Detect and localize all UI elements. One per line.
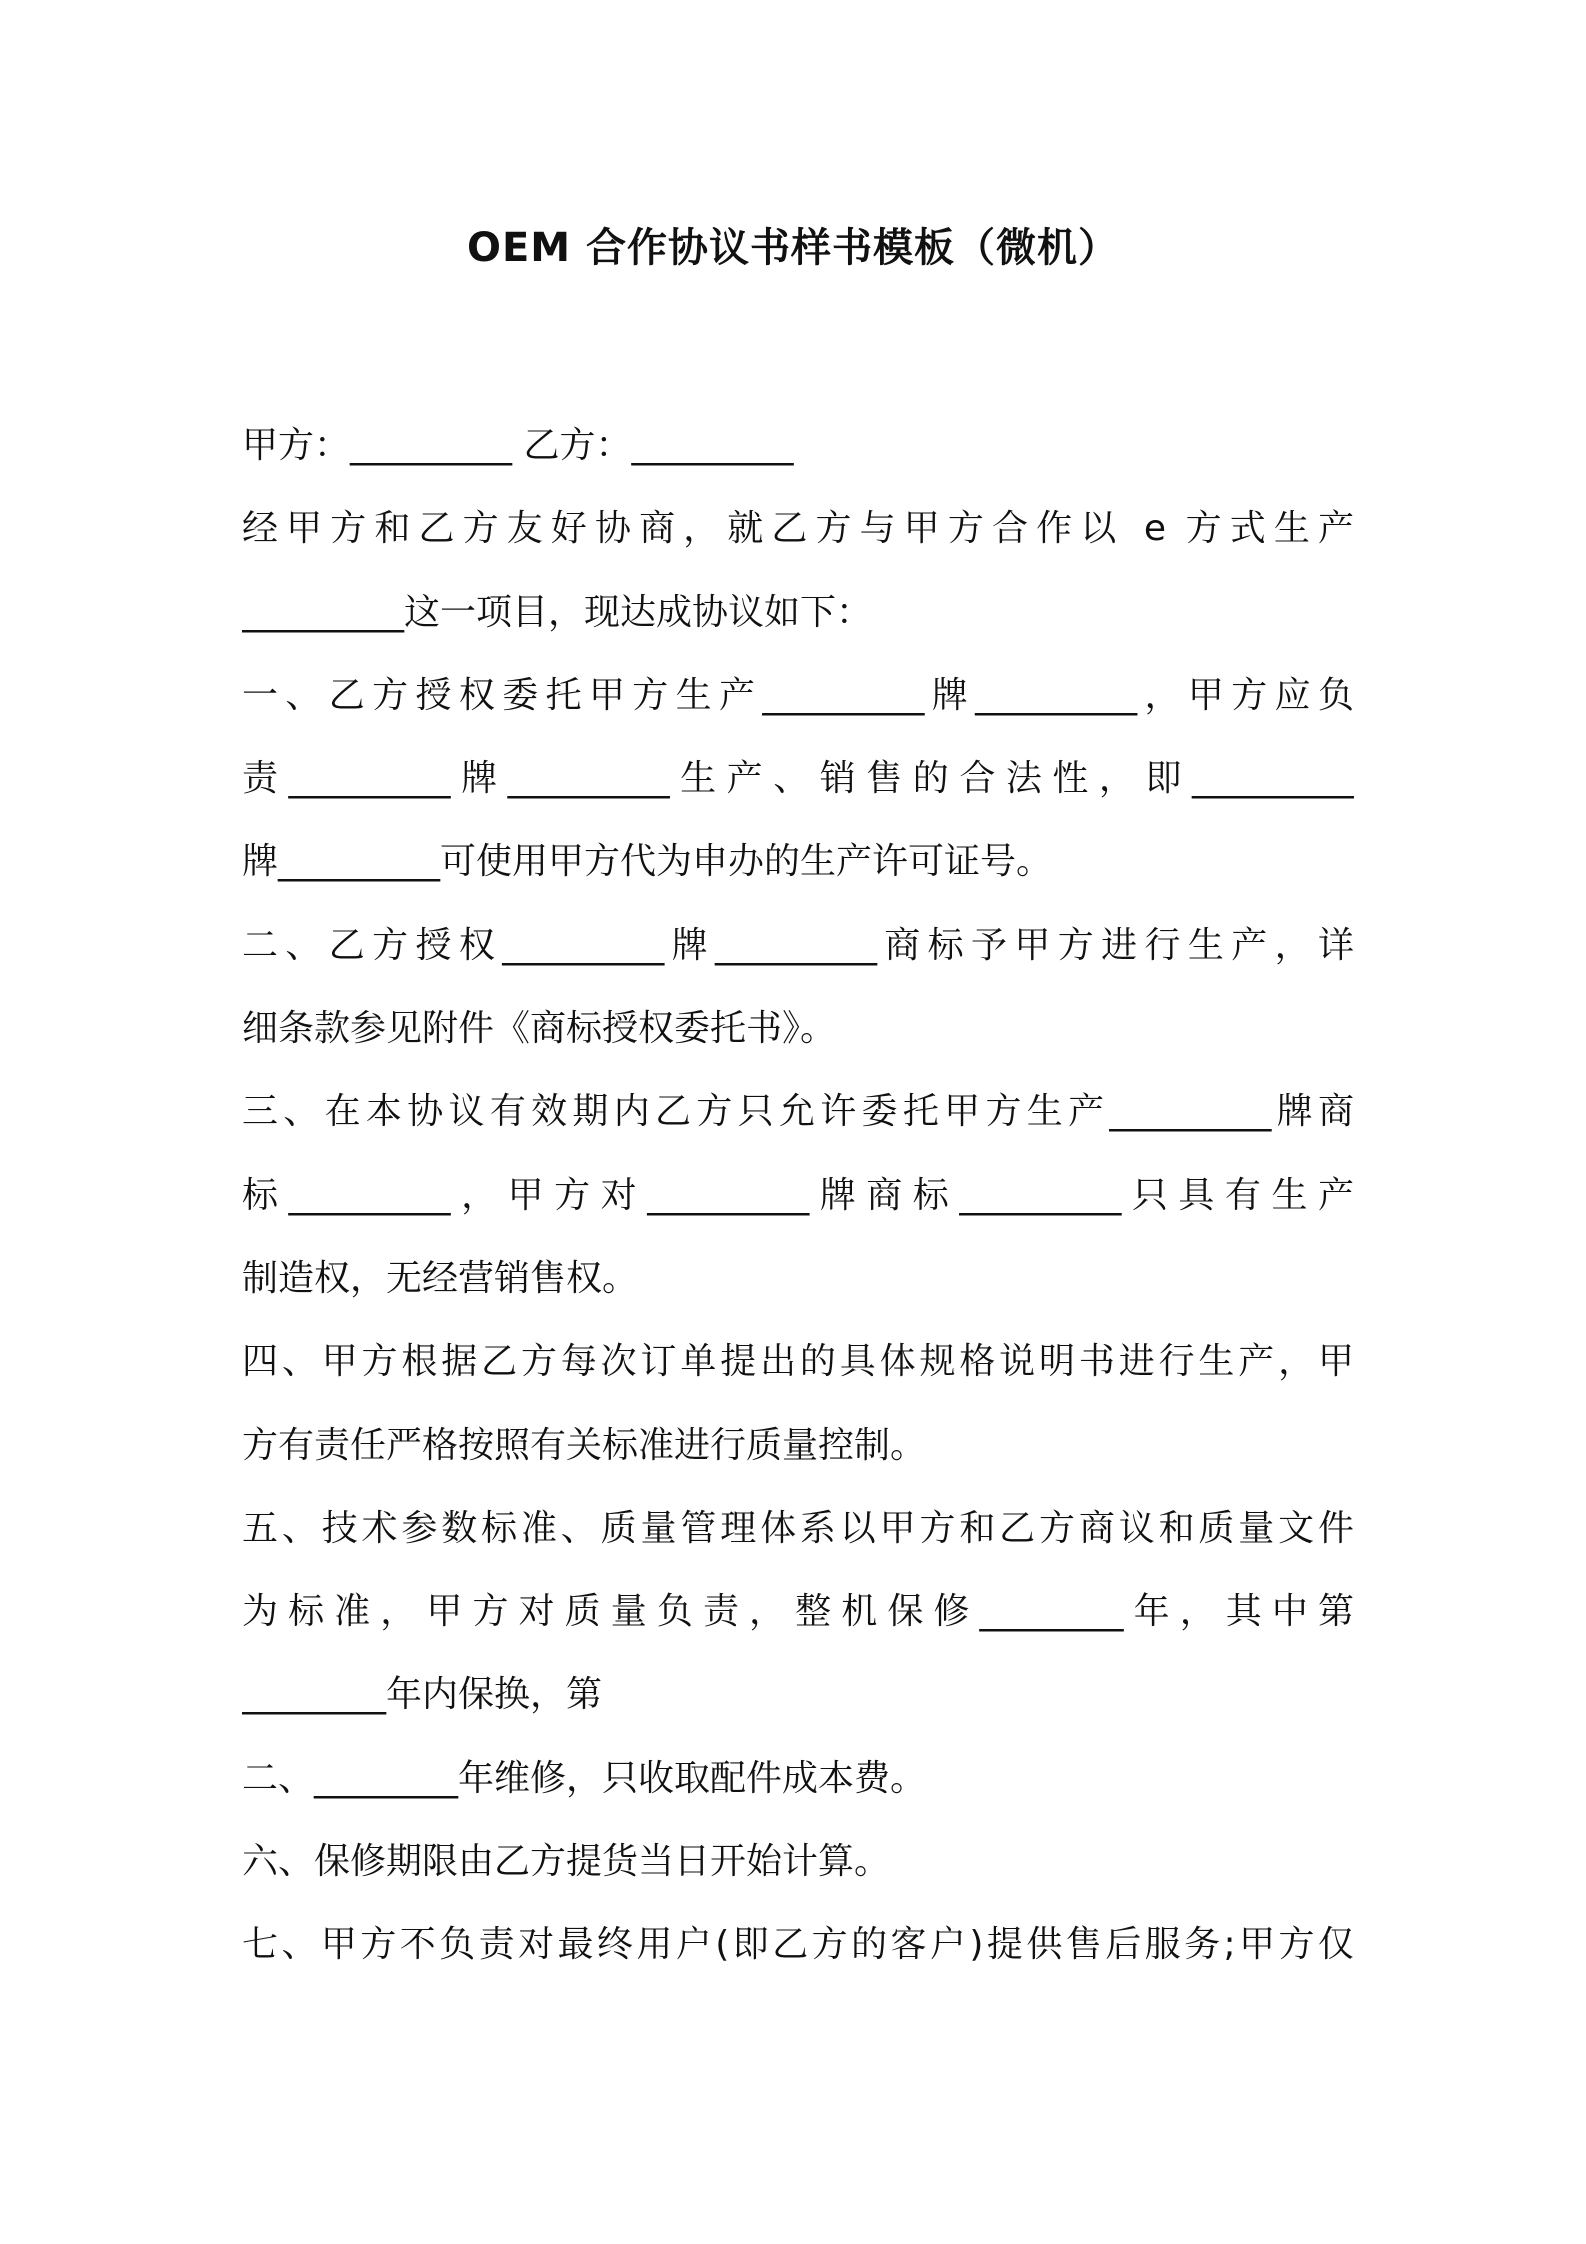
clause-1-line: 牌_________可使用甲方代为申办的生产许可证号。 [242,841,1053,883]
clause-2-line: 二、乙方授权_________牌_________商标予甲方进行生产，详 [242,924,1354,966]
clause-3-line: 三、在本协议有效期内乙方只允许委托甲方生产_________牌商 [242,1091,1354,1133]
clause-5-line: 为标准，甲方对质量负责，整机保修________年，其中第 [242,1591,1354,1633]
clause-4-line: 四、甲方根据乙方每次订单提出的具体规格说明书进行生产，甲 [242,1341,1354,1383]
paragraph-line: _________这一项目，现达成协议如下： [242,591,873,633]
document-body [242,404,1354,1987]
document-title: OEM 合作协议书样书模板（微机） [466,225,1120,271]
clause-1-line: 一、乙方授权委托甲方生产_________牌_________，甲方应负 [242,674,1354,716]
clause-1-line: 责_________牌_________生产、销售的合法性，即_________ [242,758,1354,800]
clause-5-line: 五、技术参数标准、质量管理体系以甲方和乙方商议和质量文件 [242,1507,1354,1549]
clause-2-line: 细条款参见附件《商标授权委托书》。 [242,1008,837,1050]
paragraph-line: 经甲方和乙方友好协商，就乙方与甲方合作以 e 方式生产 [242,508,1354,550]
clause-7-line: 七、甲方不负责对最终用户(即乙方的客户)提供售后服务;甲方仅 [242,1924,1354,1966]
clause-5-line: 二、________年维修，只收取配件成本费。 [242,1757,927,1799]
clause-4-line: 方有责任严格按照有关标准进行质量控制。 [242,1424,927,1466]
clause-5-line: ________年内保换，第 [242,1674,603,1716]
parties-line: 甲方：_________ 乙方：_________ [242,425,794,466]
clause-3-line: 制造权，无经营销售权。 [242,1257,639,1299]
clause-3-line: 标_________，甲方对_________牌商标_________只具有生产 [242,1174,1354,1216]
clause-6-line: 六、保修期限由乙方提货当日开始计算。 [242,1841,891,1883]
